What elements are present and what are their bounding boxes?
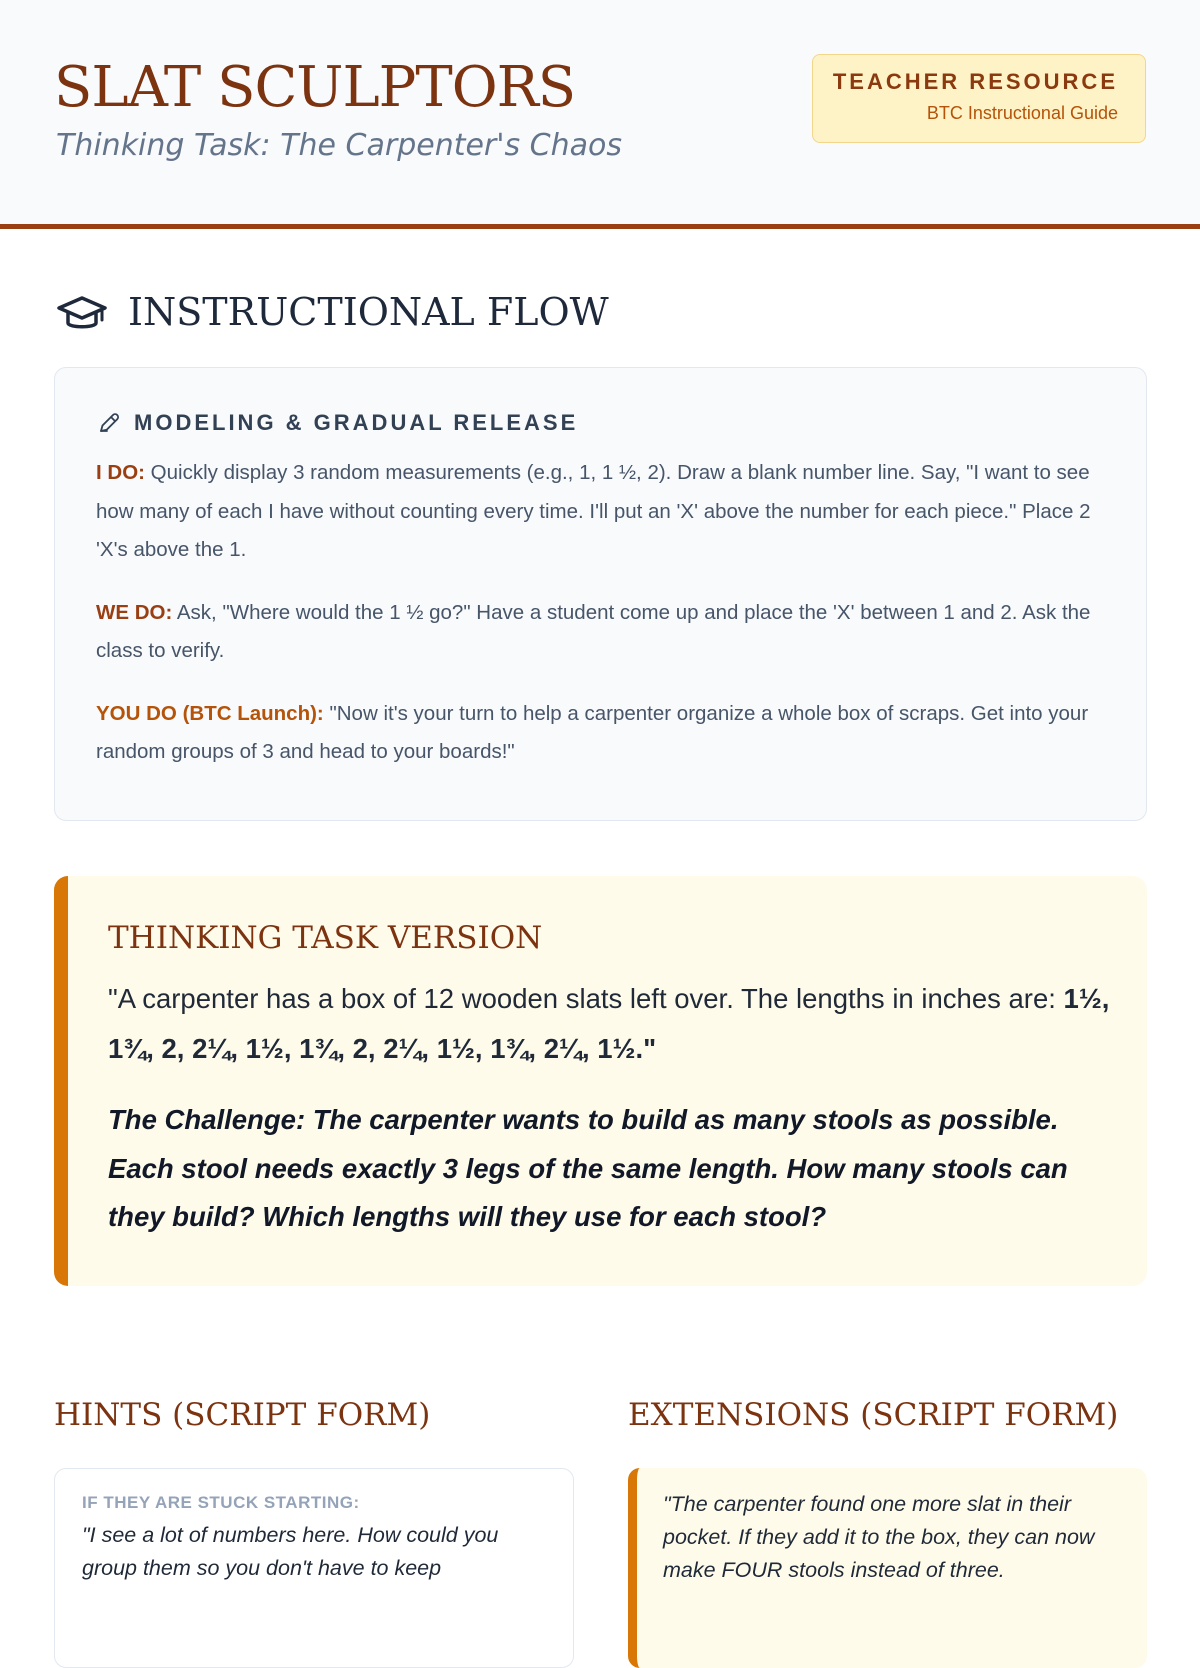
section-title: INSTRUCTIONAL FLOW <box>128 290 609 334</box>
teacher-resource-badge <box>812 54 1146 143</box>
page-title: SLAT SCULPTORS <box>54 55 576 120</box>
i-do-text: Quickly display 3 random measurements (e.g., 1, 1 ½, 2). Draw a blank number line. Say, "I want to see how many of each I have without counting every time. I'll put an 'X' above the number for each piece." Place 2 'X's above the 1. <box>96 461 1091 561</box>
you-do-paragraph <box>96 695 1106 772</box>
i-do-label: I DO: <box>96 461 145 484</box>
extension-card <box>628 1468 1147 1668</box>
thinking-task-prompt <box>108 974 1117 1074</box>
graduation-cap-icon <box>56 294 108 334</box>
thinking-task-title: THINKING TASK VERSION <box>108 920 543 956</box>
page-header <box>0 0 1200 229</box>
hint-text: "I see a lot of numbers here. How could you group them so you don't have to keep <box>82 1523 499 1580</box>
modeling-heading-label: MODELING & GRADUAL RELEASE <box>134 410 579 435</box>
hints-title: HINTS (SCRIPT FORM) <box>54 1397 431 1433</box>
hint-label: IF THEY ARE STUCK STARTING: <box>82 1493 360 1512</box>
you-do-text: "Now it's your turn to help a carpenter organize a whole box of scraps. Get into your random groups of 3 and head to your boards!" <box>96 701 1089 763</box>
extension-text: "The carpenter found one more slat in their pocket. If they add it to the box, they can now make FOUR stools instead of three. <box>663 1492 1095 1582</box>
we-do-paragraph <box>96 594 1106 671</box>
we-do-label: WE DO: <box>96 600 173 624</box>
badge-subtitle: BTC Instructional Guide <box>926 103 1118 123</box>
modeling-heading <box>96 406 1106 440</box>
page-subtitle: Thinking Task: The Carpenter's Chaos <box>56 128 623 163</box>
slat-lengths: 1½, 1¾, 2, 2¼, 1½, 1¾, 2, 2¼, 1½, 1¾, 2¼, 1½." <box>108 983 1110 1064</box>
thinking-task-card <box>54 876 1147 1286</box>
thinking-task-challenge: The Challenge: The carpenter wants to build as many stools as possible. Each stool needs exactly 3 legs of the same length. How many stools can they build? Which lengths will they use for each stool? <box>108 1104 1068 1232</box>
modeling-card <box>54 367 1147 821</box>
thinking-task-intro: "A carpenter has a box of 12 wooden slats left over. The lengths in inches are: <box>108 983 1056 1014</box>
we-do-text: Ask, "Where would the 1 ½ go?" Have a student come up and place the 'X' between 1 and 2. Ask the class to verify. <box>96 600 1091 662</box>
badge-title: TEACHER RESOURCE <box>832 69 1118 94</box>
i-do-paragraph <box>96 454 1106 570</box>
pencil-icon <box>96 410 122 436</box>
hint-card <box>54 1468 574 1668</box>
you-do-label: YOU DO (BTC Launch): <box>96 701 324 725</box>
extensions-title: EXTENSIONS (SCRIPT FORM) <box>628 1397 1119 1433</box>
